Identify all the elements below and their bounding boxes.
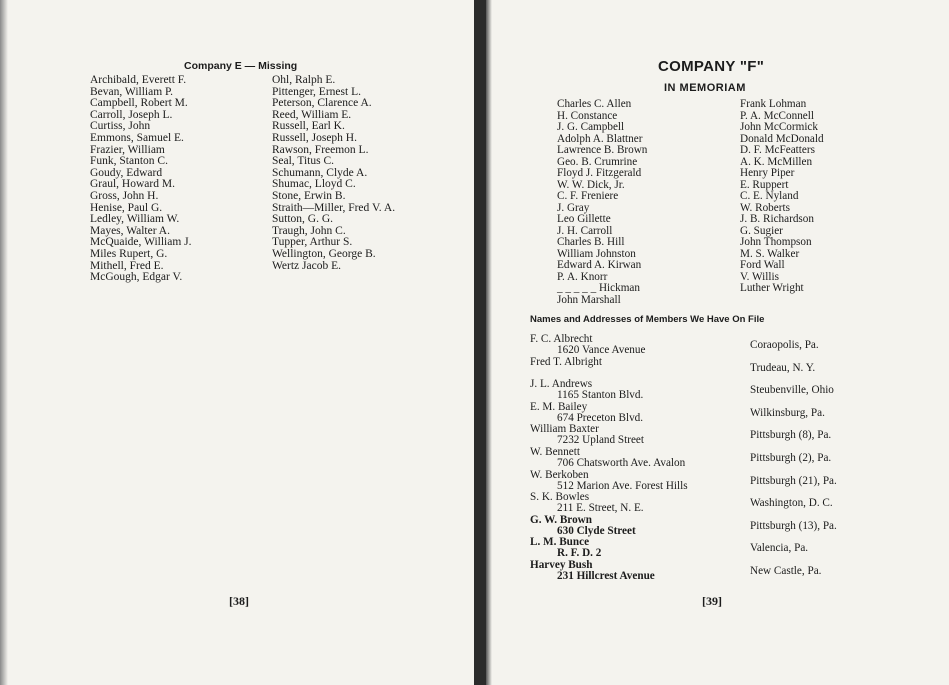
- member-name: F. C. Albrecht: [530, 333, 593, 345]
- member-name: W. Berkoben: [530, 468, 589, 481]
- memoriam-column-1: [557, 99, 647, 306]
- memoriam-name: Lawrence B. Brown: [557, 144, 648, 156]
- memoriam-name: Charles C. Allen: [557, 98, 632, 110]
- memoriam-name: P. A. McConnell: [740, 109, 814, 122]
- memoriam-name: Leo Gillette: [557, 213, 611, 225]
- member-street: 211 E. Street, N. E.: [557, 502, 644, 515]
- missing-member-name: Russell, Joseph H.: [272, 131, 357, 144]
- address-list: [530, 334, 949, 583]
- memoriam-name: A. K. McMillen: [740, 155, 813, 168]
- memoriam-name: Henry Piper: [740, 167, 795, 179]
- missing-member-name: Mayes, Walter A.: [90, 224, 170, 237]
- missing-member-name: Ledley, William W.: [90, 213, 180, 226]
- missing-member-name: Rawson, Freemon L.: [272, 143, 369, 156]
- member-city: Coraopolis, Pa.: [750, 339, 819, 351]
- member-city: New Castle, Pa.: [750, 564, 822, 577]
- address-entry: [530, 334, 949, 357]
- memoriam-column-2: [740, 99, 824, 295]
- address-entry: [530, 447, 949, 470]
- member-name: William Baxter: [530, 423, 599, 436]
- missing-member-name: Wertz Jacob E.: [272, 259, 341, 272]
- address-entry: [530, 424, 949, 447]
- company-f-title: COMPANY "F": [658, 58, 765, 75]
- addresses-heading: Names and Addresses of Members We Have On File: [530, 314, 765, 325]
- missing-member-name: Graul, Howard M.: [90, 178, 175, 191]
- member-city: Washington, D. C.: [750, 497, 833, 510]
- missing-member-name: Stone, Erwin B.: [272, 189, 346, 202]
- memoriam-name: Floyd J. Fitzgerald: [557, 167, 642, 179]
- member-city: Trudeau, N. Y.: [750, 361, 816, 374]
- member-city: Wilkinsburg, Pa.: [750, 406, 825, 419]
- memoriam-name: Donald McDonald: [740, 132, 824, 145]
- missing-member-name: Traugh, John C.: [272, 224, 346, 237]
- memoriam-name: J. Gray: [557, 201, 590, 214]
- member-name: L. M. Bunce: [530, 536, 590, 549]
- missing-member-name: Henise, Paul G.: [90, 201, 163, 214]
- page-edge: [486, 0, 492, 685]
- member-city: Valencia, Pa.: [750, 542, 809, 555]
- address-entry: [530, 379, 949, 402]
- address-entry: [530, 537, 949, 560]
- missing-member-name: Shumac, Lloyd C.: [272, 178, 356, 191]
- section-heading-company-e-missing: Company E — Missing: [184, 60, 298, 72]
- missing-member-name: Archibald, Everett F.: [90, 74, 187, 86]
- member-street: 512 Marion Ave. Forest Hills: [557, 479, 688, 492]
- member-city: Pittsburgh (8), Pa.: [750, 429, 832, 442]
- missing-member-name: Goudy, Edward: [90, 166, 163, 179]
- missing-list-column-1: [90, 75, 192, 284]
- missing-member-name: Carroll, Joseph L.: [90, 108, 173, 121]
- memoriam-name: John Marshall: [557, 293, 621, 306]
- missing-member-name: Tupper, Arthur S.: [272, 236, 353, 249]
- missing-member-name: Russell, Earl K.: [272, 120, 345, 133]
- member-name: Fred T. Albright: [530, 355, 602, 368]
- memoriam-name: W. W. Dick, Jr.: [557, 178, 625, 191]
- missing-member-name: Peterson, Clarence A.: [272, 97, 372, 110]
- memoriam-name: Adolph A. Blattner: [557, 132, 643, 145]
- memoriam-name: C. E. Nyland: [740, 190, 799, 202]
- memoriam-name: Geo. B. Crumrine: [557, 155, 638, 168]
- missing-member-name: Sutton, G. G.: [272, 213, 334, 226]
- page-edge: [0, 0, 8, 685]
- memoriam-name: M. S. Walker: [740, 247, 800, 260]
- member-name: S. K. Bowles: [530, 491, 590, 504]
- missing-member-name: Curtiss, John: [90, 120, 151, 133]
- missing-member-name: Reed, William E.: [272, 108, 352, 121]
- address-entry: [530, 492, 949, 515]
- book-gutter: [474, 0, 486, 685]
- member-street: 630 Clyde Street: [557, 524, 636, 537]
- member-street: 1620 Vance Avenue: [557, 344, 646, 356]
- page-number: [39]: [702, 594, 722, 608]
- member-name: Harvey Bush: [530, 558, 593, 571]
- member-city: Pittsburgh (2), Pa.: [750, 451, 832, 464]
- missing-member-name: Schumann, Clyde A.: [272, 166, 368, 179]
- address-entry: [530, 470, 949, 493]
- address-entry: [530, 357, 949, 380]
- member-name: W. Bennett: [530, 445, 580, 458]
- missing-member-name: Ohl, Ralph E.: [272, 74, 336, 86]
- missing-member-name: McGough, Edgar V.: [90, 271, 183, 284]
- member-city: Pittsburgh (21), Pa.: [750, 474, 837, 487]
- memoriam-name: D. F. McFeatters: [740, 144, 815, 156]
- member-street: 7232 Upland Street: [557, 434, 644, 447]
- missing-member-name: Pittenger, Ernest L.: [272, 85, 361, 98]
- page-number: [38]: [229, 594, 249, 608]
- missing-member-name: Gross, John H.: [90, 189, 159, 202]
- address-entry: [530, 560, 949, 583]
- missing-member-name: Mithell, Fred E.: [90, 259, 164, 272]
- in-memoriam-heading: IN MEMORIAM: [664, 82, 746, 94]
- member-street: 674 Preceton Blvd.: [557, 411, 644, 424]
- memoriam-name: J. G. Campbell: [557, 121, 625, 133]
- missing-member-name: Bevan, William P.: [90, 85, 174, 98]
- member-street: 1165 Stanton Blvd.: [557, 389, 644, 402]
- memoriam-name: W. Roberts: [740, 201, 790, 214]
- memoriam-name: Frank Lohman: [740, 98, 807, 110]
- address-entry: [530, 515, 949, 538]
- memoriam-name: C. F. Freniere: [557, 190, 619, 202]
- missing-member-name: Miles Rupert, G.: [90, 247, 168, 260]
- memoriam-name: Luther Wright: [740, 282, 804, 294]
- memoriam-name: G. Sugier: [740, 224, 783, 237]
- member-name: E. M. Bailey: [530, 400, 588, 413]
- memoriam-name: John McCormick: [740, 121, 818, 133]
- member-name: G. W. Brown: [530, 513, 592, 526]
- member-city: Pittsburgh (13), Pa.: [750, 519, 837, 532]
- missing-member-name: Straith—Miller, Fred V. A.: [272, 201, 396, 214]
- missing-member-name: Frazier, William: [90, 143, 165, 156]
- missing-member-name: McQuaide, William J.: [90, 236, 192, 249]
- member-street: 706 Chatsworth Ave. Avalon: [557, 456, 686, 469]
- memoriam-name: P. A. Knorr: [557, 270, 608, 283]
- missing-member-name: Wellington, George B.: [272, 247, 376, 260]
- member-street: R. F. D. 2: [557, 547, 602, 560]
- memoriam-name: J. B. Richardson: [740, 213, 814, 225]
- missing-list-column-2: [272, 75, 395, 272]
- member-name: J. L. Andrews: [530, 378, 593, 391]
- memoriam-name: Ford Wall: [740, 259, 785, 271]
- missing-member-name: Funk, Stanton C.: [90, 155, 168, 168]
- member-street: 231 Hillcrest Avenue: [557, 569, 655, 582]
- missing-member-name: Seal, Titus C.: [272, 155, 334, 168]
- missing-member-name: Emmons, Samuel E.: [90, 131, 184, 144]
- address-entry: [530, 402, 949, 425]
- right-page: [486, 0, 949, 685]
- memoriam-name: E. Ruppert: [740, 178, 789, 191]
- memoriam-name: V. Willis: [740, 270, 779, 283]
- memoriam-name: H. Constance: [557, 109, 618, 122]
- left-page: [0, 0, 474, 685]
- memoriam-name: Edward A. Kirwan: [557, 259, 642, 271]
- member-city: Steubenville, Ohio: [750, 384, 834, 397]
- memoriam-name: John Thompson: [740, 236, 812, 248]
- memoriam-name: _ _ _ _ _ Hickman: [557, 282, 640, 294]
- memoriam-name: William Johnston: [557, 247, 636, 260]
- memoriam-name: J. H. Carroll: [557, 224, 613, 237]
- memoriam-name: Charles B. Hill: [557, 236, 625, 248]
- missing-member-name: Campbell, Robert M.: [90, 97, 188, 110]
